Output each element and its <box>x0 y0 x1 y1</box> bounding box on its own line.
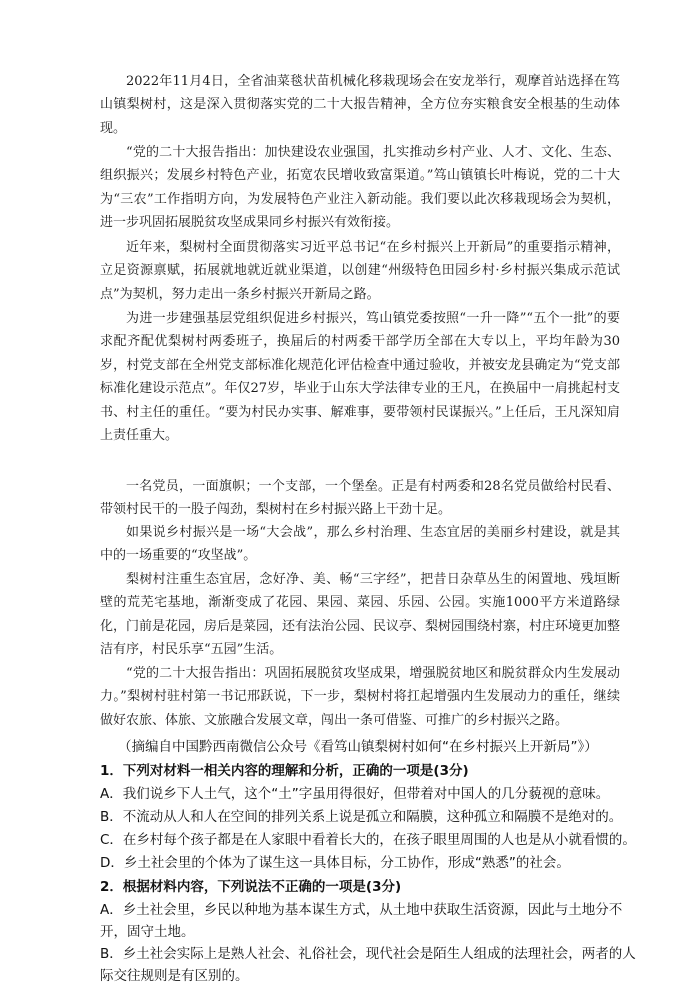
article-paragraph-6: 如果说乡村振兴是一场“大会战”，那么乡村治理、生态宜居的美丽乡村建设，就是其中的一场重要的“攻坚战”。 <box>100 525 620 564</box>
question-2-stem: 2．根据材料内容，下列说法不正确的一项是(3分) <box>100 879 402 895</box>
question-1-option-b: B．不流动从人和人在空间的排列关系上说是孤立和隔膜，这种孤立和隔膜不是绝对的。 <box>100 809 623 825</box>
article-paragraph-3: 近年来，梨树村全面贯彻落实习近平总书记“在乡村振兴上开新局”的重要指示精神，立足资源禀赋，拓展就地就近就业渠道，以创建“州级特色田园乡村·乡村振兴集成示范试点”为契机，努力走出一条乡村振兴开新局之路。 <box>100 240 620 302</box>
question-2-option-b: B．乡土社会实际上是熟人社会、礼俗社会，现代社会是陌生人组成的法理社会，两者的人际交往规则是有区别的。 <box>100 946 636 984</box>
question-1-option-a: A．我们说乡下人土气，这个“土”字虽用得很好，但带着对中国人的几分藐视的意味。 <box>100 786 610 802</box>
article-paragraph-8: “党的二十大报告指出：巩固拓展脱贫攻坚成果，增强脱贫地区和脱贫群众内生发展动力。”梨树村驻村第一书记邢跃说，下一步，梨树村将扛起增强内生发展动力的重任，继续做好农旅、体旅、文旅融合发展文章，闯出一条可借鉴、可推广的乡村振兴之路。 <box>100 666 620 728</box>
article-paragraph-5: 一名党员，一面旗帜；一个支部，一个堡垒。正是有村两委和28名党员做给村民看、带领村民干的一股子闯劲，梨树村在乡村振兴路上干劲十足。 <box>100 479 620 518</box>
question-1-option-d: D．乡土社会里的个体为了谋生这一具体目标，分工协作，形成“熟悉”的社会。 <box>100 855 570 871</box>
article-paragraph-4: 为进一步建强基层党组织促进乡村振兴，笃山镇党委按照“一升一降”“五个一批”的要求配齐配优梨树村两委班子，换届后的村两委干部学历全部在大专以上，平均年龄为30岁，村党支部在全州党支部标准化规范化评估检查中通过验收，并被安龙县确定为“党支部标准化建设示范点”。年仅27岁，毕业于山东大学法律专业的王凡，在换届中一肩挑起村支书、村主任的重任。“要为村民办实事、解难事，要带领村民谋振兴。”上任后，王凡深知肩上责任重大。 <box>100 311 620 444</box>
question-1-option-c: C．在乡村每个孩子都是在人家眼中看着长大的，在孩子眼里周围的人也是从小就看惯的。 <box>100 832 636 848</box>
question-2-option-a: A．乡土社会里，乡民以种地为基本谋生方式，从土地中获取生活资源，因此与土地分不开，固守土地。 <box>100 902 623 940</box>
article-paragraph-2: “党的二十大报告指出：加快建设农业强国，扎实推动乡村产业、人才、文化、生态、组织振兴；发展乡村特色产业，拓宽农民增收致富渠道。”笃山镇镇长叶梅说，党的二十大为“三农”工作指明方向，为发展特色产业注入新动能。我们要以此次移栽现场会为契机，进一步巩固拓展脱贫攻坚成果同乡村振兴有效衔接。 <box>100 145 620 231</box>
source-citation: （摘编自中国黔西南微信公众号《看笃山镇梨树村如何“在乡村振兴上开新局”》） <box>118 739 598 755</box>
article-paragraph-1: 2022年11月4日，全省油菜毯状苗机械化移栽现场会在安龙举行，观摩首站选择在笃山镇梨树村，这是深入贯彻落实党的二十大报告精神，全方位夯实粮食安全根基的生动体现。 <box>100 74 620 136</box>
question-1-stem: 1．下列对材料一相关内容的理解和分析，正确的一项是(3分) <box>100 763 469 779</box>
article-paragraph-7: 梨树村注重生态宜居，念好净、美、畅“三字经”，把昔日杂草丛生的闲置地、残垣断壁的荒芜宅基地，渐渐变成了花园、果园、菜园、乐园、公园。实施1000平方米道路绿化，门前是花园，房后是菜园，还有法治公园、民议亭、梨树园围绕村寨，村庄环境更加整洁有序，村民乐享“五园”生活。 <box>100 572 621 658</box>
